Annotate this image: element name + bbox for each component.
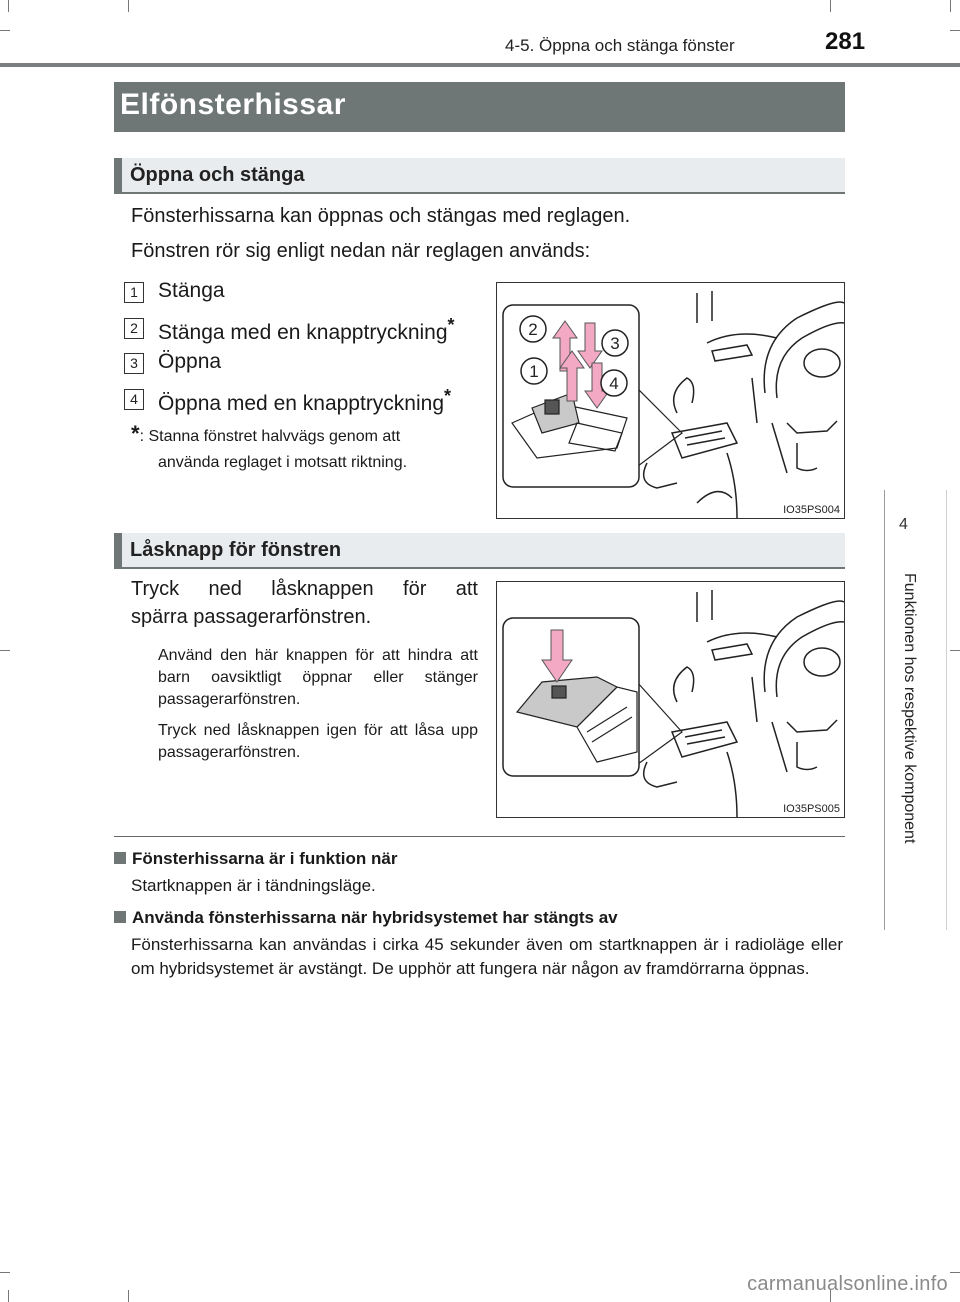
crop-mark xyxy=(950,30,960,31)
note-text-2: Fönsterhissarna kan användas i cirka 45 sekunder även om startknappen är i radioläge eller om hybridsystemet är avstängt. De upphör att fungera när någon av framdörrarna öppnas. xyxy=(131,935,843,978)
number-badge-2: 2 xyxy=(124,318,144,339)
chapter-title: Funktionen hos respektive komponent xyxy=(901,573,918,844)
note-title-text: Använda fönsterhissarna när hybridsystemet har stängts av xyxy=(132,908,618,927)
crop-mark xyxy=(128,1290,129,1302)
callout-label-4: 4 xyxy=(609,374,619,393)
figure-code: IO35PS004 xyxy=(783,504,840,516)
callout-label-2: 2 xyxy=(528,320,538,339)
subheading-bar xyxy=(114,533,122,569)
intro-text-2: Fönstren rör sig enligt nedan när reglagen används: xyxy=(131,240,591,262)
footnote-star: * xyxy=(444,386,452,406)
list-item-label: Öppna med en knapptryckning xyxy=(158,392,445,415)
crop-mark xyxy=(950,1272,960,1273)
crop-mark xyxy=(8,1290,9,1302)
note-title-1 xyxy=(114,849,397,869)
crop-mark xyxy=(950,650,960,651)
bullet-square-icon xyxy=(114,852,126,864)
footnote-star: * xyxy=(447,315,455,335)
figure-code: IO35PS005 xyxy=(783,803,840,815)
side-tab-rule xyxy=(884,490,885,930)
footnote-line-2: använda reglaget i motsatt riktning. xyxy=(158,454,408,471)
footnote-star: * xyxy=(131,421,140,446)
header-rule xyxy=(0,63,960,67)
intro-text-1: Fönsterhissarna kan öppnas och stängas med reglagen. xyxy=(131,205,631,227)
subheading-open-close xyxy=(114,158,845,194)
subheading-lock xyxy=(114,533,845,569)
note-text-1: Startknappen är i tändningsläge. xyxy=(131,876,376,895)
figure-lock-switch xyxy=(496,581,845,818)
note-title-2 xyxy=(114,908,618,928)
figure-window-switch xyxy=(496,282,845,519)
lock-switch-illustration xyxy=(497,582,844,817)
footnote xyxy=(131,422,400,448)
list-item-auto-open xyxy=(158,386,451,416)
footnote-line-1: : Stanna fönstret halvvägs genom att xyxy=(139,428,401,445)
number-badge-3: 3 xyxy=(124,353,144,374)
callout-label-1: 1 xyxy=(529,362,539,381)
list-item-label: Stänga xyxy=(158,279,225,302)
subheading-bar xyxy=(114,158,122,194)
number-badge-4: 4 xyxy=(124,389,144,410)
lock-text-1: Tryck ned låsknappen för att xyxy=(131,578,478,600)
list-item-open xyxy=(158,350,221,374)
chapter-number: 4 xyxy=(899,516,908,533)
crop-mark xyxy=(950,0,951,12)
running-header: 4-5. Öppna och stänga fönster xyxy=(505,36,735,55)
crop-mark xyxy=(0,1272,10,1273)
list-item-close xyxy=(158,279,225,303)
number-badge-1: 1 xyxy=(124,282,144,303)
bullet-square-icon xyxy=(114,911,126,923)
lock-text-2: spärra passagerarfönstren. xyxy=(131,606,372,628)
subheading-title: Låsknapp för fönstren xyxy=(130,539,342,561)
note-title-text: Fönsterhissarna är i funktion när xyxy=(132,849,398,868)
crop-mark xyxy=(0,30,10,31)
section-banner xyxy=(114,82,845,132)
subheading-title: Öppna och stänga xyxy=(130,164,305,186)
list-item-auto-close xyxy=(158,315,455,345)
list-item-label: Stänga med en knapptryckning xyxy=(158,321,448,344)
window-switch-illustration xyxy=(497,283,844,518)
crop-mark xyxy=(0,650,10,651)
lock-para-2: Tryck ned låsknappen igen för att låsa upp passagerarfönstren. xyxy=(158,722,478,761)
watermark: carmanualsonline.info xyxy=(747,1273,948,1295)
crop-mark xyxy=(8,0,9,12)
crop-mark xyxy=(128,0,129,12)
callout-label-3: 3 xyxy=(610,334,620,353)
list-item-label: Öppna xyxy=(158,350,222,373)
lock-para-1: Använd den här knappen för att hindra att barn oavsiktligt öppnar eller stänger passagerarfönstren. xyxy=(158,647,478,708)
page-number: 281 xyxy=(825,28,866,55)
section-title: Elfönsterhissar xyxy=(120,88,346,121)
side-tab-rule xyxy=(946,490,947,930)
notes-divider xyxy=(114,836,845,837)
crop-mark xyxy=(830,0,831,12)
